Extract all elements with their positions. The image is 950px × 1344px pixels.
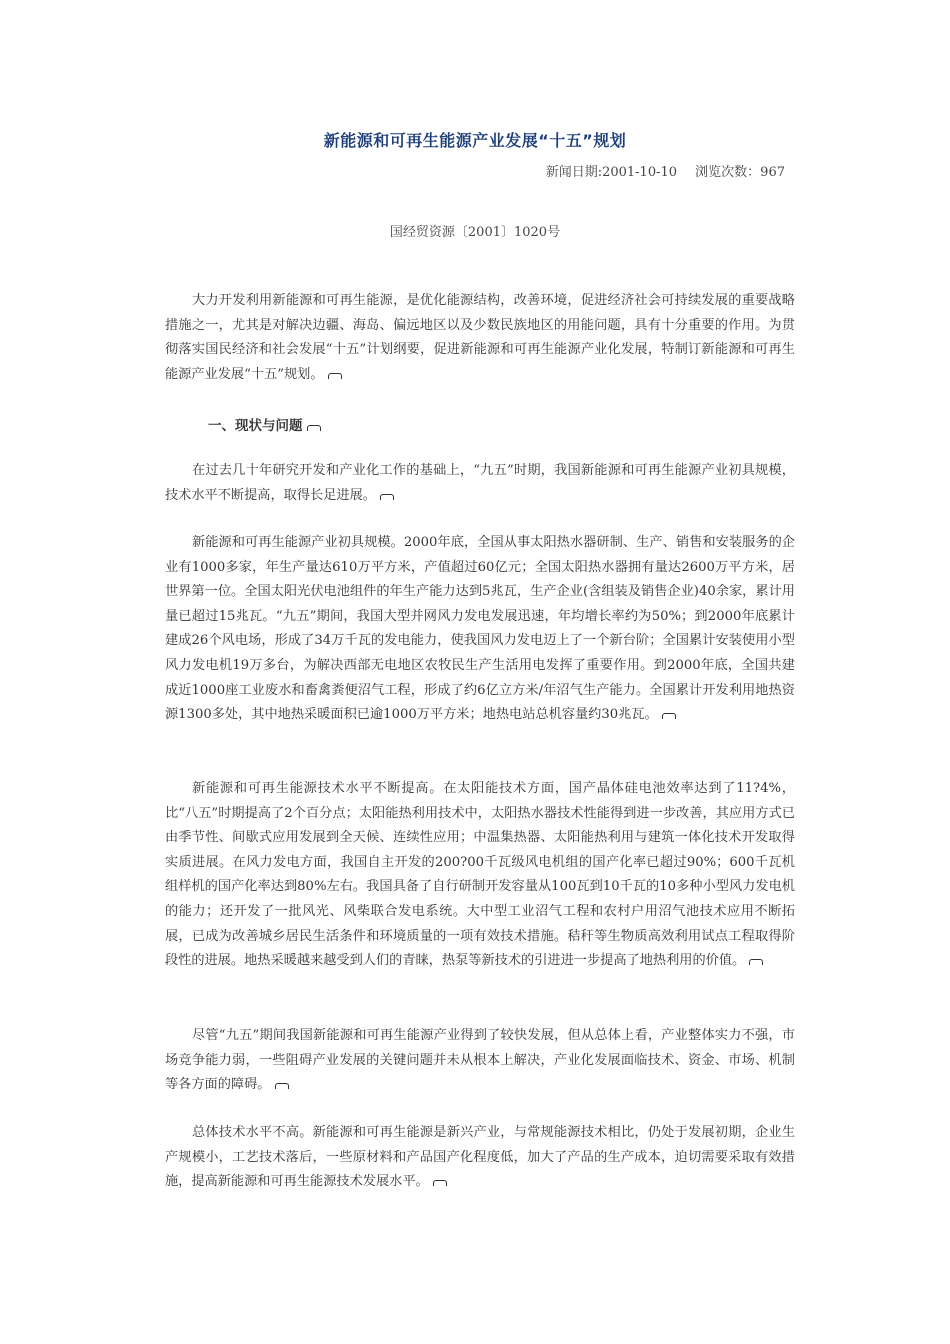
paragraph-4: [165, 1024, 795, 1098]
paragraph-5-text: 总体技术水平不高。新能源和可再生能源是新兴产业，与常规能源技术相比，仍处于发展初期，企业生产规模小，工艺技术落后，一些原材料和产品国产化程度低，加大了产品的生产成本，迫切需要采取有效措施，提高新能源和可再生能源技术发展水平。: [165, 1125, 795, 1190]
paragraph-1-text: 在过去几十年研究开发和产业化工作的基础上，“九五”时期，我国新能源和可再生能源产业初具规模，技术水平不断提高，取得长足进展。: [165, 463, 795, 503]
view-count: 浏览次数：967: [695, 165, 785, 180]
intro-text: 大力开发利用新能源和可再生能源，是优化能源结构，改善环境，促进经济社会可持续发展的重要战略措施之一，尤其是对解决边疆、海岛、偏远地区以及少数民族地区的用能问题，具有十分重要的作用。为贯彻落实国民经济和社会发展“十五”计划纲要，促进新能源和可再生能源产业化发展，特制订新能源和可再生能源产业发展“十五”规划。: [165, 293, 795, 382]
paragraph-mark-icon: [275, 1083, 289, 1089]
paragraph-2: [165, 531, 795, 728]
news-date: 新闻日期:2001-10-10: [545, 165, 678, 180]
section-heading: [208, 414, 321, 434]
paragraph-5: [165, 1121, 795, 1195]
paragraph-4-text: 尽管“九五”期间我国新能源和可再生能源产业得到了较快发展，但从总体上看，产业整体实力不强，市场竞争能力弱，一些阻碍产业发展的关键问题并未从根本上解决，产业化发展面临技术、资金、市场、机制等各方面的障碍。: [165, 1028, 795, 1093]
paragraph-3: [165, 777, 795, 974]
paragraph-mark-icon: [662, 713, 676, 719]
paragraph-mark-icon: [307, 425, 321, 431]
intro-paragraph: [165, 289, 795, 387]
paragraph-mark-icon: [380, 494, 394, 500]
paragraph-mark-icon: [433, 1180, 447, 1186]
paragraph-2-text: 新能源和可再生能源产业初具规模。2000年底，全国从事太阳热水器研制、生产、销售和安装服务的企业有1000多家，年生产量达610万平方米，产值超过60亿元；全国太阳热水器拥有量达2600万平方米，居世界第一位。全国太阳光伏电池组件的年生产能力达到5兆瓦，生产企业(含组装及销售企业)40余家，累计用量已超过15兆瓦。“九五”期间，我国大型并网风力发电发展迅速，年均增长率约为50%；到2000年底累计建成26个风电场，形成了34万千瓦的发电能力，使我国风力发电迈上了一个新台阶；全国累计安装使用小型风力发电机19万多台，为解决西部无电地区农牧民生产生活用电发挥了重要作用。到2000年底，全国共建成近1000座工业废水和畜禽粪便沼气工程，形成了约6亿立方米/年沼气生产能力。全国累计开发利用地热资源1300多处，其中地热采暖面积已逾1000万平方米；地热电站总机容量约30兆瓦。: [165, 535, 795, 723]
paragraph-1: [165, 459, 795, 508]
paragraph-mark-icon: [328, 373, 342, 379]
section-heading-text: 一、现状与问题: [208, 418, 303, 434]
document-number: 国经贸资源〔2001〕1020号: [389, 225, 561, 240]
paragraph-3-text: 新能源和可再生能源技术水平不断提高。在太阳能技术方面，国产晶体硅电池效率达到了11?4%，比“八五”时期提高了2个百分点；太阳能热利用技术中，太阳热水器技术性能得到进一步改善，其应用方式已由季节性、间歇式应用发展到全天候、连续性应用；中温集热器、太阳能热利用与建筑一体化技术开发取得实质进展。在风力发电方面，我国自主开发的200?00千瓦级风电机组的国产化率已超过90%；600千瓦机组样机的国产化率达到80%左右。我国具备了自行研制开发容量从100瓦到10千瓦的10多种小型风力发电机的能力；还开发了一批风光、风柴联合发电系统。大中型工业沼气工程和农村户用沼气池技术应用不断拓展，已成为改善城乡居民生活条件和环境质量的一项有效技术措施。秸秆等生物质高效利用试点工程取得阶段性的进展。地热采暖越来越受到人们的青睐，热泵等新技术的引进进一步提高了地热利用的价值。: [165, 781, 795, 969]
article-title: 新能源和可再生能源产业发展“十五”规划: [323, 131, 627, 150]
article-meta: [546, 161, 785, 180]
paragraph-mark-icon: [749, 959, 763, 965]
